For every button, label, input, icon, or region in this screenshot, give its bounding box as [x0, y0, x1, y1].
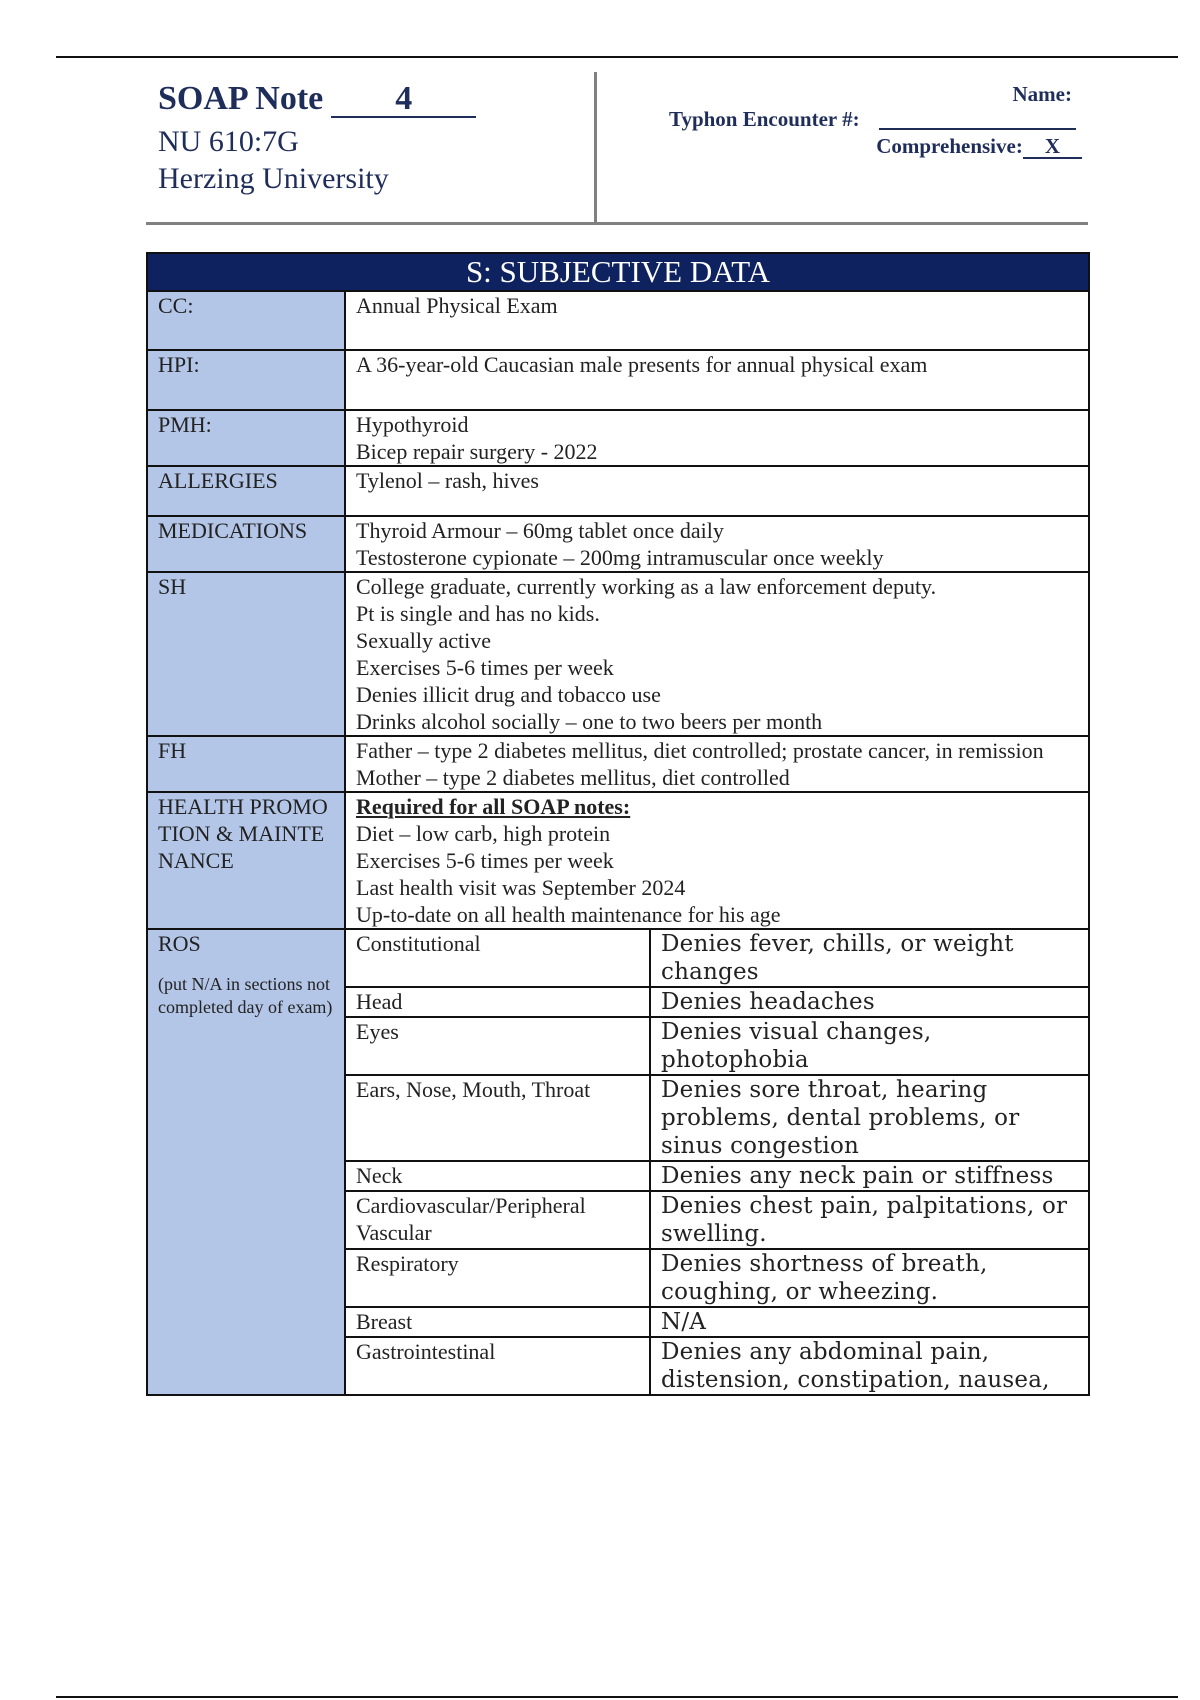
sh-line: Denies illicit drug and tobacco use: [356, 682, 661, 707]
soap-title-text: SOAP Note: [158, 80, 324, 117]
health-line: Exercises 5-6 times per week: [356, 848, 614, 873]
ros-system: Eyes: [345, 1017, 650, 1075]
comprehensive-value: X: [1044, 134, 1060, 158]
row-value-medications: [345, 516, 1089, 572]
medication-line: Testosterone cypionate – 200mg intramuscular once weekly: [356, 545, 884, 570]
ros-finding: Denies sore throat, hearing problems, dental problems, or sinus congestion: [650, 1075, 1089, 1161]
ros-finding: Denies any neck pain or stiffness: [650, 1161, 1089, 1191]
soap-note-title: [158, 80, 476, 118]
bottom-rule: [56, 1696, 1178, 1698]
row-value-cc: [345, 291, 1089, 350]
ros-finding: Denies fever, chills, or weight changes: [650, 929, 1089, 987]
row-label-pmh: PMH:: [147, 410, 345, 466]
sh-line: Exercises 5-6 times per week: [356, 655, 614, 680]
fh-line: Mother – type 2 diabetes mellitus, diet controlled: [356, 765, 790, 790]
row-label-hpi: HPI:: [147, 350, 345, 410]
row-label-cc: CC:: [147, 291, 345, 350]
cc-line: Annual Physical Exam: [356, 293, 558, 318]
medication-line: Thyroid Armour – 60mg tablet once daily: [356, 518, 724, 543]
ros-system: Gastrointestinal: [345, 1337, 650, 1395]
name-label: Name:: [1012, 82, 1072, 106]
ros-finding: Denies headaches: [650, 987, 1089, 1017]
typhon-encounter-label: Typhon Encounter #:: [669, 107, 860, 131]
health-line: Up-to-date on all health maintenance for his age: [356, 902, 781, 927]
ros-system: Respiratory: [345, 1249, 650, 1307]
row-value-allergies: [345, 466, 1089, 516]
comprehensive-label: Comprehensive:: [876, 134, 1023, 158]
row-value-health-promotion: [345, 792, 1089, 929]
header-divider: [594, 72, 597, 222]
row-value-hpi: [345, 350, 1089, 410]
ros-note: (put N/A in sections not completed day of exam): [158, 974, 333, 1017]
row-label-allergies: ALLERGIES: [147, 466, 345, 516]
row-label-ros: [147, 929, 345, 1395]
ros-system: Head: [345, 987, 650, 1017]
row-value-fh: [345, 736, 1089, 792]
sh-line: Drinks alcohol socially – one to two beers per month: [356, 709, 823, 734]
row-value-sh: [345, 572, 1089, 736]
soap-note-number: 4: [331, 82, 476, 118]
ros-finding: Denies shortness of breath, coughing, or wheezing.: [650, 1249, 1089, 1307]
row-label-medications: MEDICATIONS: [147, 516, 345, 572]
ros-system: Constitutional: [345, 929, 650, 987]
ros-system: Neck: [345, 1161, 650, 1191]
sh-line: College graduate, currently working as a law enforcement deputy.: [356, 574, 937, 599]
row-label-sh: SH: [147, 572, 345, 736]
typhon-encounter-blank: [879, 128, 1076, 130]
row-value-pmh: [345, 410, 1089, 466]
document-header: [146, 70, 1088, 226]
sh-line: Sexually active: [356, 628, 492, 653]
sh-line: Pt is single and has no kids.: [356, 601, 600, 626]
pmh-line: Hypothyroid: [356, 412, 469, 437]
header-bottom-rule: [146, 222, 1088, 225]
fh-line: Father – type 2 diabetes mellitus, diet controlled; prostate cancer, in remission: [356, 738, 1044, 763]
subjective-data-table: [146, 252, 1090, 1396]
required-heading: Required for all SOAP notes:: [356, 794, 631, 819]
ros-system: Cardiovascular/Peripheral Vascular: [345, 1191, 650, 1249]
ros-label: ROS: [158, 931, 201, 956]
row-label-health-promotion: HEALTH PROMOTION & MAINTENANCE: [147, 792, 345, 929]
ros-system: Ears, Nose, Mouth, Throat: [345, 1075, 650, 1161]
health-line: Diet – low carb, high protein: [356, 821, 611, 846]
school-name: Herzing University: [158, 162, 389, 195]
pmh-line: Bicep repair surgery - 2022: [356, 439, 598, 464]
top-rule: [56, 56, 1178, 58]
course-code: NU 610:7G: [158, 125, 299, 158]
ros-system: Breast: [345, 1307, 650, 1337]
ros-finding: N/A: [650, 1307, 1089, 1337]
allergies-line: Tylenol – rash, hives: [356, 468, 539, 493]
ros-finding: Denies visual changes, photophobia: [650, 1017, 1089, 1075]
subjective-banner: S: SUBJECTIVE DATA: [147, 253, 1089, 291]
ros-finding: Denies chest pain, palpitations, or swelling.: [650, 1191, 1089, 1249]
hpi-line: A 36-year-old Caucasian male presents for annual physical exam: [356, 352, 928, 377]
row-label-fh: FH: [147, 736, 345, 792]
comprehensive-field: [876, 134, 1082, 159]
ros-finding: Denies any abdominal pain, distension, constipation, nausea,: [650, 1337, 1089, 1395]
health-line: Last health visit was September 2024: [356, 875, 686, 900]
